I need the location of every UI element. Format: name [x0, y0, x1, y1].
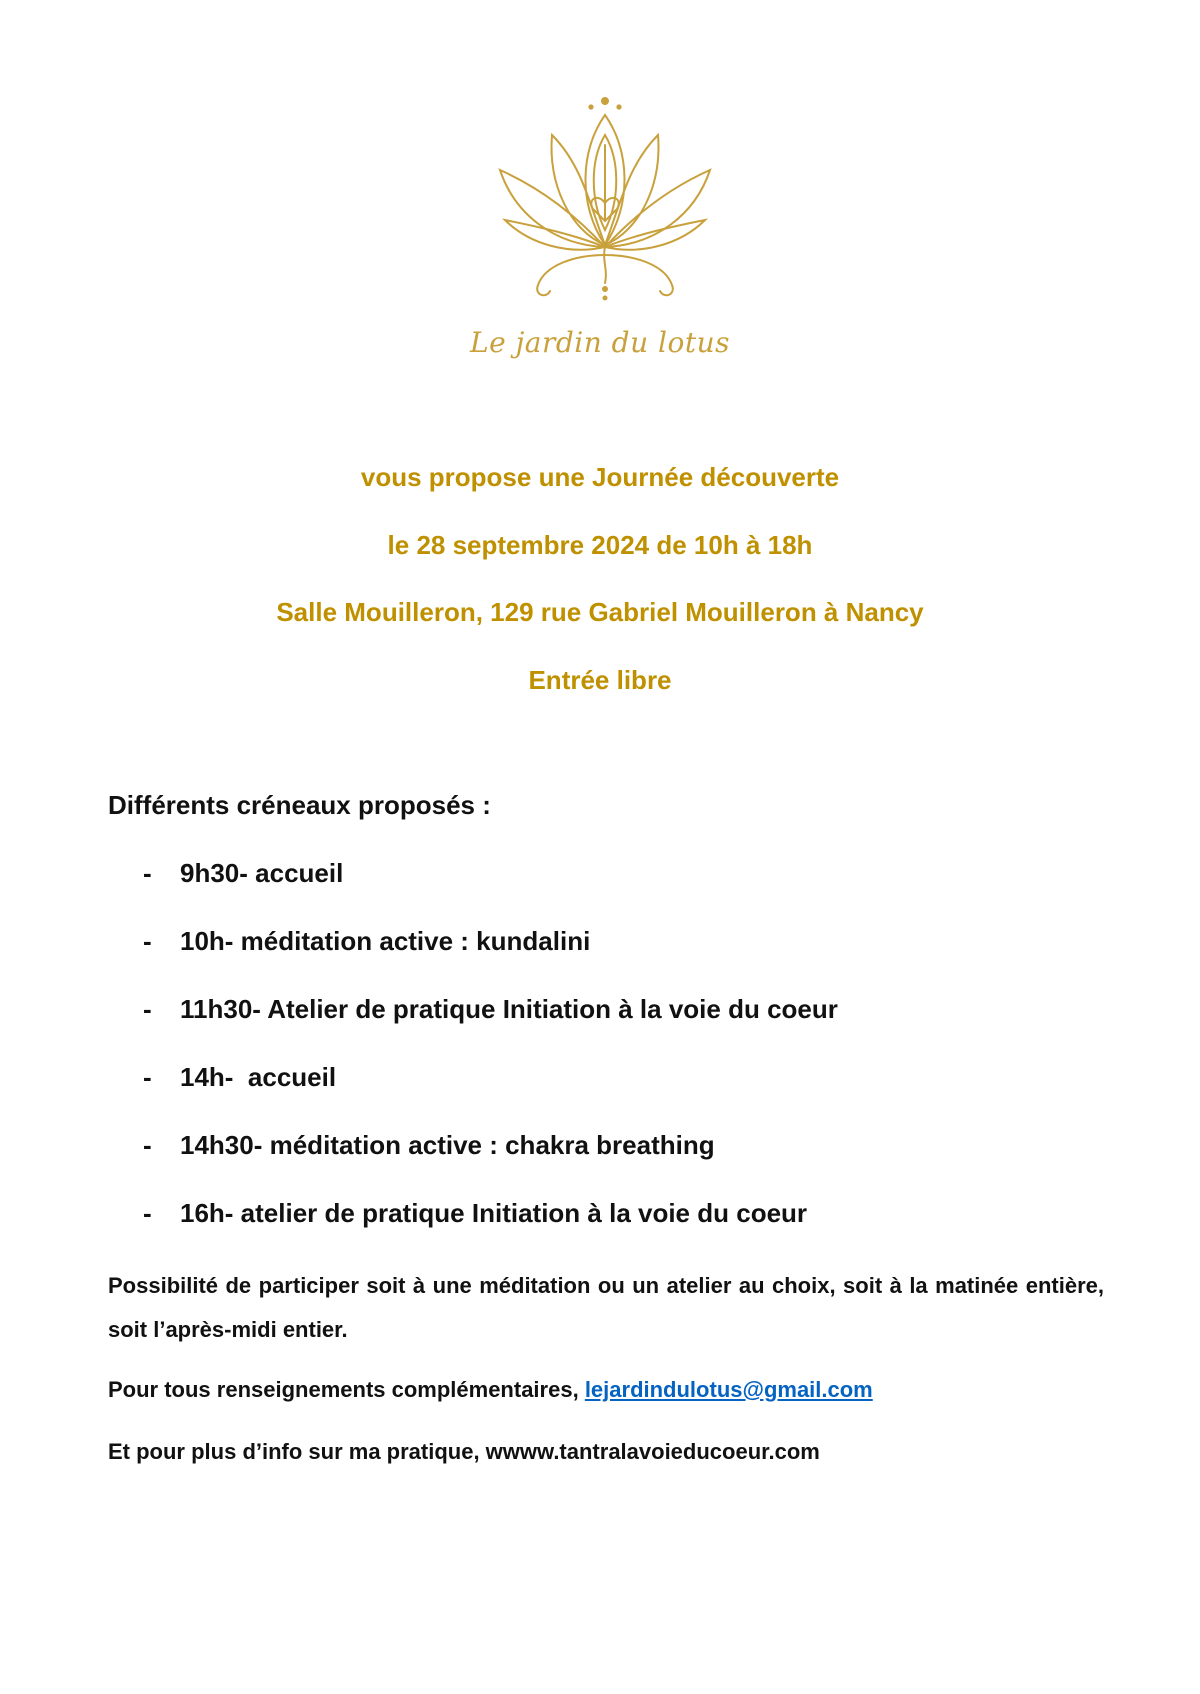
- entry-info: Entrée libre: [528, 665, 672, 695]
- bullet-dash: -: [143, 994, 152, 1024]
- bullet-dash: -: [143, 1062, 152, 1092]
- bullet-dash: -: [143, 926, 152, 956]
- bullet-dash: -: [143, 858, 152, 888]
- event-location: Salle Mouilleron, 129 rue Gabriel Mouilleron à Nancy: [276, 597, 924, 627]
- website-line: Et pour plus d’info sur ma pratique, wwww.tantralavoieducoeur.com: [108, 1439, 820, 1464]
- schedule-item-text: 11h30- Atelier de pratique Initiation à la voie du coeur: [180, 994, 838, 1024]
- contact-prefix: Pour tous renseignements complémentaires,: [108, 1377, 585, 1402]
- email-link[interactable]: lejardindulotus@gmail.com: [584, 1377, 873, 1402]
- schedule-item-text: 10h- méditation active : kundalini: [180, 926, 591, 956]
- logo-wordmark: Le jardin du lotus: [470, 326, 730, 359]
- schedule-item-text: 14h- accueil: [180, 1062, 337, 1092]
- schedule-item-text: 16h- atelier de pratique Initiation à la voie du coeur: [180, 1198, 808, 1228]
- contact-line: [108, 1368, 1104, 1412]
- intro-line-1: vous propose une Journée découverte: [360, 462, 840, 492]
- schedule-heading: Différents créneaux proposés :: [108, 790, 491, 820]
- lotus-logo-icon: [490, 95, 720, 305]
- schedule-item-text: 14h30- méditation active : chakra breathing: [180, 1130, 715, 1160]
- event-date: le 28 septembre 2024 de 10h à 18h: [387, 530, 813, 560]
- bullet-dash: -: [143, 1198, 152, 1228]
- bullet-dash: -: [143, 1130, 152, 1160]
- participation-info: Possibilité de participer soit à une méditation ou un atelier au choix, soit à la matinée entière, soit l’après-midi entier.: [108, 1273, 1104, 1342]
- schedule-item-text: 9h30- accueil: [180, 858, 344, 888]
